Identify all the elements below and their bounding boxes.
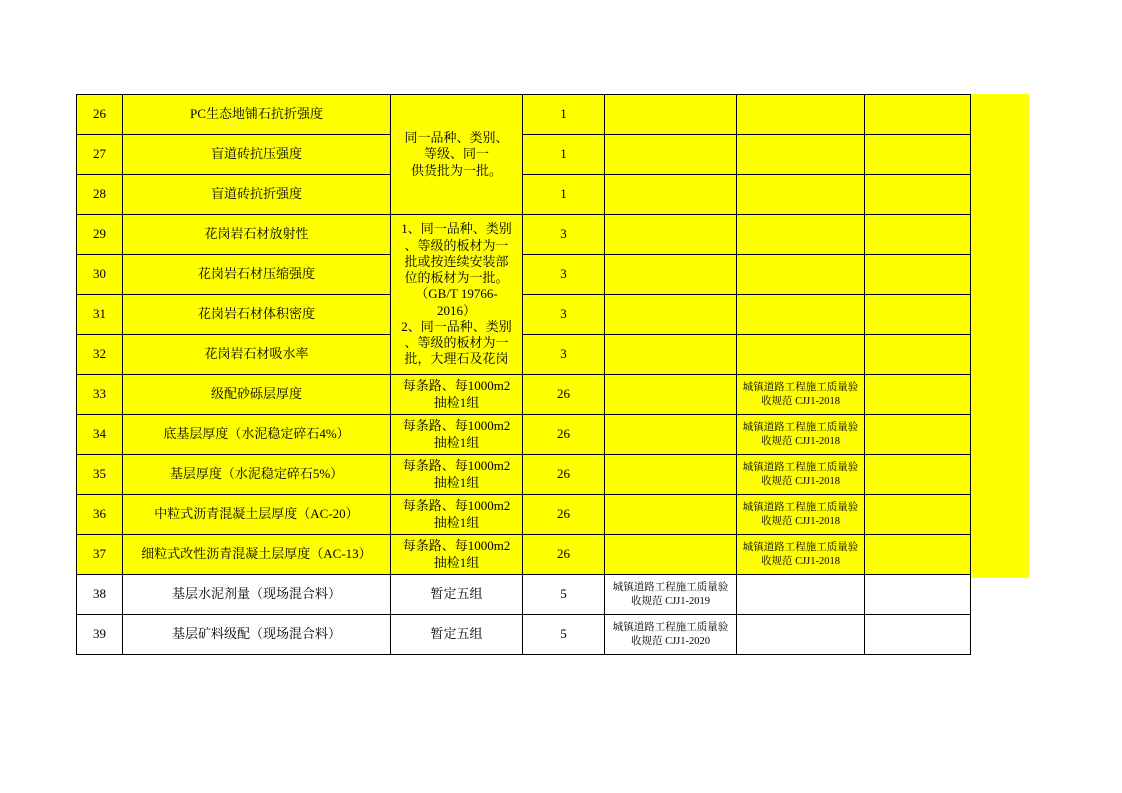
row-blank1 xyxy=(605,295,737,335)
batch-line-2: 、等级的板材为一 xyxy=(404,237,509,253)
table-row xyxy=(77,455,971,495)
batch-line-2: 抽检1组 xyxy=(433,474,480,490)
standard-line-1: 城镇道路工程施工质量验 xyxy=(742,422,859,434)
row-blank2 xyxy=(865,215,971,255)
row-number: 39 xyxy=(77,615,123,655)
row-blank1 xyxy=(605,255,737,295)
row-blank2 xyxy=(865,375,971,415)
standard-line-1: 城镇道路工程施工质量验 xyxy=(612,622,729,634)
row-number: 36 xyxy=(77,495,123,535)
row-blank2 xyxy=(865,255,971,295)
row-number: 26 xyxy=(77,95,123,135)
row-item: 花岗岩石材体积密度 xyxy=(123,295,391,335)
row-number: 31 xyxy=(77,295,123,335)
row-qty: 1 xyxy=(523,95,605,135)
row-blank1 xyxy=(737,615,865,655)
row-qty: 3 xyxy=(523,295,605,335)
row-qty: 1 xyxy=(523,135,605,175)
row-blank1 xyxy=(605,455,737,495)
standard-line-1: 城镇道路工程施工质量验 xyxy=(742,462,859,474)
standard-line-2: 收规范 CJJ1-2020 xyxy=(630,635,711,647)
row-standard xyxy=(737,415,865,455)
batch-line-2: 抽检1组 xyxy=(433,554,480,570)
row-item: 盲道砖抗折强度 xyxy=(123,175,391,215)
row-blank2 xyxy=(865,175,971,215)
row-number: 34 xyxy=(77,415,123,455)
row-qty: 1 xyxy=(523,175,605,215)
table-row xyxy=(77,615,971,655)
table-row xyxy=(77,215,971,255)
batch-line-1: 每条路、每1000m2 xyxy=(402,458,511,474)
row-item: PC生态地铺石抗折强度 xyxy=(123,95,391,135)
row-standard xyxy=(737,215,865,255)
row-qty: 26 xyxy=(523,415,605,455)
row-item: 基层矿料级配（现场混合料） xyxy=(123,615,391,655)
table-row xyxy=(77,95,971,135)
row-blank2 xyxy=(865,615,971,655)
row-number: 28 xyxy=(77,175,123,215)
batch-line-6: 2016） xyxy=(436,302,476,318)
row-batch: 暂定五组 xyxy=(391,575,523,615)
row-item: 级配砂砾层厚度 xyxy=(123,375,391,415)
material-test-table-container xyxy=(76,94,970,655)
row-standard xyxy=(737,295,865,335)
table-row xyxy=(77,415,971,455)
row-batch xyxy=(391,415,523,455)
batch-line-2: 抽检1组 xyxy=(433,514,480,530)
row-qty: 26 xyxy=(523,495,605,535)
row-qty: 26 xyxy=(523,455,605,495)
batch-line-1: 1、同一品种、类别 xyxy=(401,221,512,237)
row-item: 花岗岩石材吸水率 xyxy=(123,335,391,375)
row-number: 38 xyxy=(77,575,123,615)
material-test-table xyxy=(76,94,971,655)
batch-line-9: 批，大理石及花岗 xyxy=(404,351,509,367)
row-blank1 xyxy=(605,175,737,215)
row-blank1 xyxy=(605,335,737,375)
row-blank1 xyxy=(605,415,737,455)
row-standard xyxy=(737,135,865,175)
row-qty: 3 xyxy=(523,255,605,295)
batch-line-1: 每条路、每1000m2 xyxy=(402,498,511,514)
row-number: 35 xyxy=(77,455,123,495)
row-standard xyxy=(737,375,865,415)
batch-line-3: 批或按连续安装部 xyxy=(404,253,509,269)
row-item: 基层水泥剂量（现场混合料） xyxy=(123,575,391,615)
batch-line-2: 等级、同一 xyxy=(423,146,489,162)
row-item: 细粒式改性沥青混凝土层厚度（AC-13） xyxy=(123,535,391,575)
row-item: 底基层厚度（水泥稳定碎石4%） xyxy=(123,415,391,455)
row-blank2 xyxy=(865,575,971,615)
table-row xyxy=(77,175,971,215)
row-blank2 xyxy=(865,455,971,495)
row-standard xyxy=(605,575,737,615)
standard-line-1: 城镇道路工程施工质量验 xyxy=(742,502,859,514)
batch-line-4: 位的板材为一批。 xyxy=(404,270,509,286)
row-qty: 3 xyxy=(523,215,605,255)
row-blank2 xyxy=(865,135,971,175)
table-row xyxy=(77,535,971,575)
table-row xyxy=(77,495,971,535)
row-number: 29 xyxy=(77,215,123,255)
row-item: 中粒式沥青混凝土层厚度（AC-20） xyxy=(123,495,391,535)
row-blank1 xyxy=(605,535,737,575)
row-blank1 xyxy=(605,495,737,535)
standard-line-2: 收规范 CJJ1-2018 xyxy=(760,395,841,407)
row-blank2 xyxy=(865,335,971,375)
batch-line-1: 每条路、每1000m2 xyxy=(402,378,511,394)
row-batch xyxy=(391,495,523,535)
batch-line-2: 抽检1组 xyxy=(433,434,480,450)
standard-line-2: 收规范 CJJ1-2018 xyxy=(760,515,841,527)
row-qty: 5 xyxy=(523,575,605,615)
row-standard xyxy=(605,615,737,655)
row-standard xyxy=(737,95,865,135)
table-row xyxy=(77,575,971,615)
row-standard xyxy=(737,335,865,375)
standard-line-1: 城镇道路工程施工质量验 xyxy=(742,542,859,554)
standard-line-2: 收规范 CJJ1-2018 xyxy=(760,555,841,567)
row-qty: 5 xyxy=(523,615,605,655)
row-blank1 xyxy=(605,375,737,415)
batch-line-1: 每条路、每1000m2 xyxy=(402,418,511,434)
row-number: 27 xyxy=(77,135,123,175)
batch-line-3: 供货批为一批。 xyxy=(410,162,502,178)
batch-line-8: 、等级的板材为一 xyxy=(404,335,509,351)
row-batch xyxy=(391,375,523,415)
row-number: 37 xyxy=(77,535,123,575)
row-item: 盲道砖抗压强度 xyxy=(123,135,391,175)
batch-line-1: 同一品种、类别、 xyxy=(404,130,509,146)
row-batch: 暂定五组 xyxy=(391,615,523,655)
batch-rule-cell-b xyxy=(391,215,523,375)
row-number: 32 xyxy=(77,335,123,375)
row-standard xyxy=(737,455,865,495)
standard-line-2: 收规范 CJJ1-2018 xyxy=(760,475,841,487)
batch-line-1: 每条路、每1000m2 xyxy=(402,538,511,554)
row-standard xyxy=(737,255,865,295)
table-row xyxy=(77,255,971,295)
row-standard xyxy=(737,495,865,535)
row-blank1 xyxy=(737,575,865,615)
row-qty: 26 xyxy=(523,535,605,575)
standard-line-2: 收规范 CJJ1-2018 xyxy=(760,435,841,447)
row-standard xyxy=(737,175,865,215)
row-standard xyxy=(737,535,865,575)
table-row xyxy=(77,335,971,375)
row-item: 花岗岩石材压缩强度 xyxy=(123,255,391,295)
row-blank2 xyxy=(865,535,971,575)
table-row xyxy=(77,295,971,335)
batch-line-5: （GB/T 19766- xyxy=(415,286,498,302)
table-row xyxy=(77,375,971,415)
standard-line-1: 城镇道路工程施工质量验 xyxy=(742,382,859,394)
row-blank1 xyxy=(605,215,737,255)
row-qty: 26 xyxy=(523,375,605,415)
row-item: 基层厚度（水泥稳定碎石5%） xyxy=(123,455,391,495)
row-blank1 xyxy=(605,95,737,135)
row-blank1 xyxy=(605,135,737,175)
standard-line-1: 城镇道路工程施工质量验 xyxy=(612,582,729,594)
batch-line-2: 抽检1组 xyxy=(433,394,480,410)
row-item: 花岗岩石材放射性 xyxy=(123,215,391,255)
row-blank2 xyxy=(865,95,971,135)
row-number: 33 xyxy=(77,375,123,415)
row-blank2 xyxy=(865,295,971,335)
row-qty: 3 xyxy=(523,335,605,375)
row-number: 30 xyxy=(77,255,123,295)
batch-line-7: 2、同一品种、类别 xyxy=(401,318,512,334)
standard-line-2: 收规范 CJJ1-2019 xyxy=(630,595,711,607)
row-batch xyxy=(391,455,523,495)
table-row xyxy=(77,135,971,175)
row-blank2 xyxy=(865,415,971,455)
row-batch xyxy=(391,535,523,575)
batch-rule-cell-a xyxy=(391,95,523,215)
row-blank2 xyxy=(865,495,971,535)
